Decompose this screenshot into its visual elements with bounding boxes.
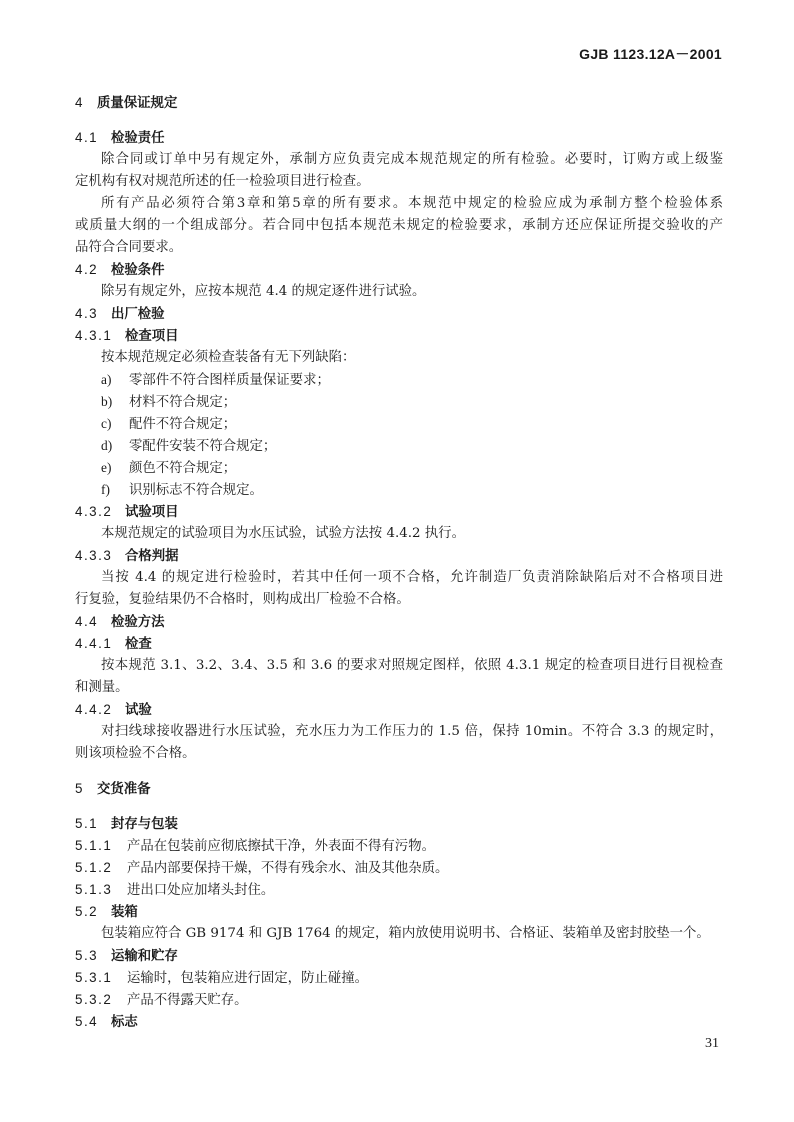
clause-5-3-2: 5.3.2 产品不得露天贮存。 [75, 992, 248, 1008]
paragraph-line: 本规范规定的试验项目为水压试验，试验方法按 4.4.2 执行。 [101, 526, 465, 541]
clause-4-4-2-heading: 4.4.2 试验 [75, 702, 152, 718]
clause-5-1-1: 5.1.1 产品在包装前应彻底擦拭干净，外表面不得有污物。 [75, 838, 435, 854]
paragraph-line: 当按 4.4 的规定进行检验时，若其中任何一项不合格，允许制造厂负责消除缺陷后对不合格项目进 [101, 570, 723, 585]
paragraph-line: 定机构有权对规范所述的任一检验项目进行检查。 [75, 174, 370, 189]
paragraph-line: 行复验，复验结果仍不合格时，则构成出厂检验不合格。 [75, 592, 410, 607]
section-5-heading: 5 交货准备 [75, 781, 151, 797]
paragraph-line: 品符合合同要求。 [75, 240, 183, 255]
paragraph-line: 对扫线球接收器进行水压试验，充水压力为工作压力的 1.5 倍，保持 10min。不符合 3.3 的规定时， [101, 724, 723, 739]
clause-5-2-heading: 5.2 装箱 [75, 904, 138, 920]
paragraph-line: 包装箱应符合 GB 9174 和 GJB 1764 的规定，箱内放使用说明书、合格证、装箱单及密封胶垫一个。 [101, 926, 710, 941]
paragraph-line: 按本规范规定必须检查装备有无下列缺陷： [101, 350, 356, 365]
clause-4-3-3-heading: 4.3.3 合格判据 [75, 548, 179, 564]
clause-5-1-heading: 5.1 封存与包装 [75, 816, 178, 832]
clause-4-1-heading: 4.1 检验责任 [75, 130, 165, 146]
standard-code: GJB 1123.12A－2001 [579, 46, 722, 62]
clause-4-4-heading: 4.4 检验方法 [75, 614, 165, 630]
list-item: b) 材料不符合规定； [101, 394, 237, 410]
list-item: d) 零配件安装不符合规定； [101, 438, 277, 454]
section-4-heading: 4 质量保证规定 [75, 95, 178, 111]
clause-5-3-1: 5.3.1 运输时，包装箱应进行固定，防止碰撞。 [75, 970, 369, 986]
paragraph-line: 或质量大纲的一个组成部分。若合同中包括本规范未规定的检验要求，承制方还应保证所提交验收的产 [75, 218, 723, 233]
clause-4-3-1-heading: 4.3.1 检查项目 [75, 328, 179, 344]
clause-5-1-3: 5.1.3 进出口处应加堵头封住。 [75, 882, 275, 898]
document-body [75, 92, 723, 1033]
list-item: c) 配件不符合规定； [101, 416, 237, 432]
list-item: e) 颜色不符合规定； [101, 460, 237, 476]
paragraph-line: 和测量。 [75, 680, 129, 695]
list-item: a) 零部件不符合图样质量保证要求； [101, 372, 330, 388]
list-item: f) 识别标志不符合规定。 [101, 482, 263, 498]
clause-4-3-heading: 4.3 出厂检验 [75, 306, 165, 322]
paragraph-line: 则该项检验不合格。 [75, 746, 196, 761]
paragraph-line: 除合同或订单中另有规定外，承制方应负责完成本规范规定的所有检验。必要时，订购方或上级鉴 [101, 152, 723, 167]
clause-4-3-2-heading: 4.3.2 试验项目 [75, 504, 179, 520]
paragraph-line: 所有产品必须符合第3章和第5章的所有要求。本规范中规定的检验应成为承制方整个检验体系 [101, 196, 723, 211]
clause-4-4-1-heading: 4.4.1 检查 [75, 636, 152, 652]
paragraph-line: 按本规范 3.1、3.2、3.4、3.5 和 3.6 的要求对照规定图样，依照 4.3.1 规定的检查项目进行目视检查 [101, 658, 723, 673]
clause-5-4-heading: 5.4 标志 [75, 1014, 138, 1030]
clause-5-1-2: 5.1.2 产品内部要保持干燥，不得有残余水、油及其他杂质。 [75, 860, 449, 876]
clause-4-2-heading: 4.2 检验条件 [75, 262, 165, 278]
clause-5-3-heading: 5.3 运输和贮存 [75, 948, 178, 964]
page-number: 31 [705, 1036, 719, 1051]
paragraph-line: 除另有规定外，应按本规范 4.4 的规定逐件进行试验。 [101, 284, 426, 299]
